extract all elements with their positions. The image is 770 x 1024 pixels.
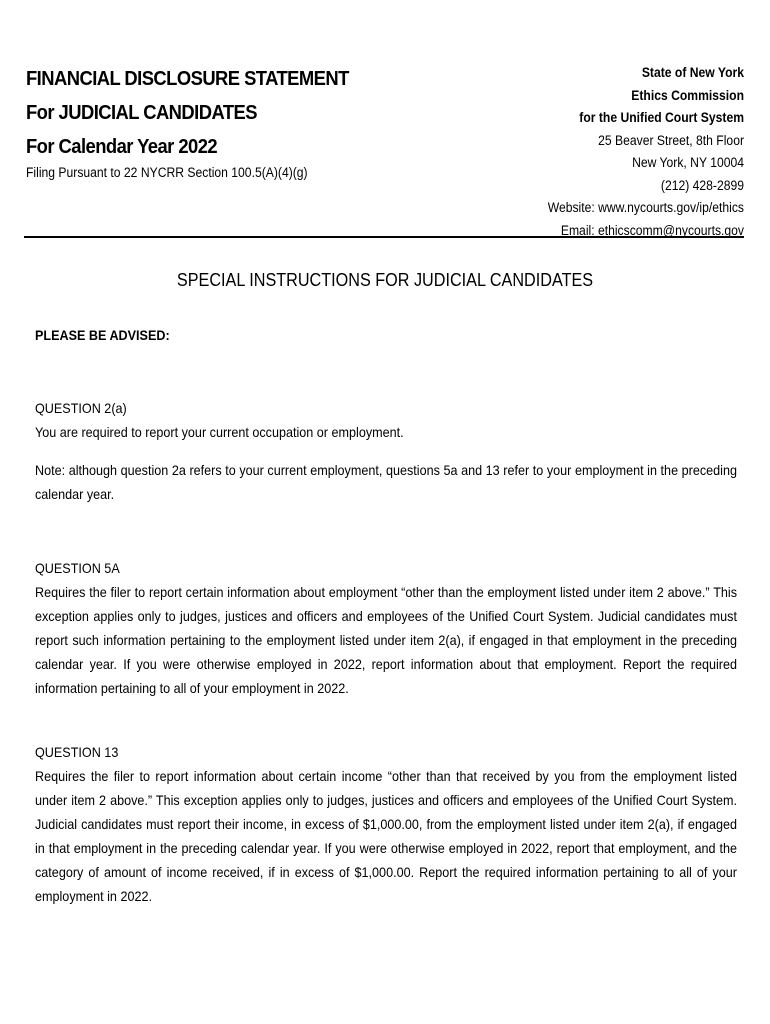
filing-reference: Filing Pursuant to 22 NYCRR Section 100.5(A)(4)(g)	[26, 165, 308, 180]
question-5a-heading: QUESTION 5A	[35, 560, 120, 576]
form-title-line-1: FINANCIAL DISCLOSURE STATEMENT	[26, 68, 349, 90]
agency-address-city: New York, NY 10004	[632, 155, 744, 170]
question-5a-block	[35, 556, 737, 700]
form-title-block	[26, 62, 446, 182]
agency-system: for the Unified Court System	[579, 110, 744, 125]
question-13-text: Requires the filer to report information about certain income “other than that received by you from the employment listed under item 2 above.” This exception applies only to judges, justices and officers and employees of the Unified Court System. Judicial candidates must report their income, in excess of $1,000.00, from the employment listed under item 2(a), if engaged in that employment in the preceding calendar year. If you were otherwise employed in 2022, report that employment, and the category of amount of income received, if in excess of $1,000.00. Report the required information pertaining to all of your employment in 2022.	[35, 768, 737, 904]
agency-name: Ethics Commission	[631, 87, 744, 103]
question-2a-note: Note: although question 2a refers to your current employment, questions 5a and 13 refer to your employment in the preceding calendar year.	[35, 462, 737, 502]
agency-website: Website: www.nycourts.gov/ip/ethics	[547, 200, 744, 215]
question-2a-block	[35, 396, 737, 506]
header-divider	[24, 236, 744, 238]
agency-email: Email: ethicscomm@nycourts.gov	[560, 222, 744, 238]
agency-address-block	[424, 62, 744, 242]
question-2a-heading: QUESTION 2(a)	[35, 400, 127, 416]
question-13-heading: QUESTION 13	[35, 744, 119, 760]
question-13-block	[35, 740, 737, 908]
agency-state: State of New York	[641, 65, 744, 80]
form-title-line-2: For JUDICIAL CANDIDATES	[26, 102, 257, 124]
advised-heading: PLEASE BE ADVISED:	[35, 327, 170, 343]
form-title-line-3: For Calendar Year 2022	[26, 136, 218, 158]
agency-address-street: 25 Beaver Street, 8th Floor	[598, 132, 744, 148]
section-title: SPECIAL INSTRUCTIONS FOR JUDICIAL CANDIDATES	[176, 270, 594, 290]
agency-phone: (212) 428-2899	[660, 177, 744, 193]
question-5a-text: Requires the filer to report certain information about employment “other than the employment listed under item 2 above.” This exception applies only to judges, justices and officers and employees of the Unified Court System. Judicial candidates must report such information pertaining to the employment listed under item 2(a), if engaged in that employment in the preceding calendar year. If you were otherwise employed in 2022, report information about that employment. Report the required information pertaining to all of your employment in 2022.	[35, 584, 737, 696]
question-2a-text: You are required to report your current occupation or employment.	[35, 424, 404, 440]
